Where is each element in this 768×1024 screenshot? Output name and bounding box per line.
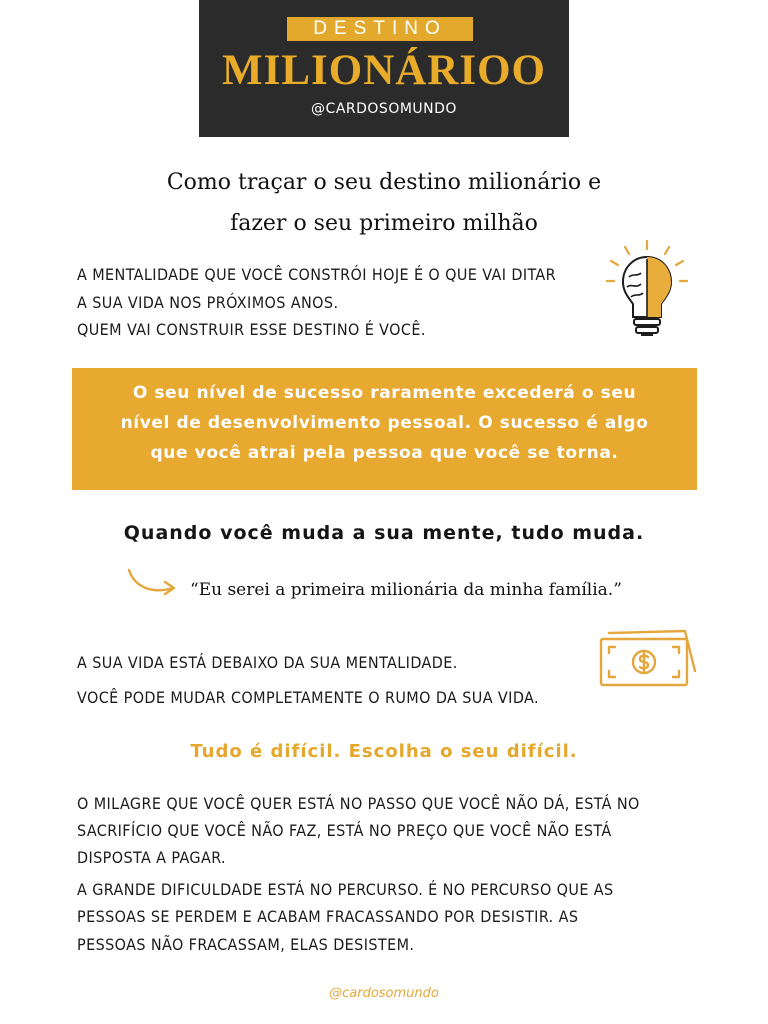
quote-text: “Eu serei a primeira milionária da minha família.” (190, 580, 622, 600)
header-top-label: DESTINO (287, 17, 473, 41)
closing-p1-line-2: SACRIFÍCIO QUE VOCÊ NÃO FAZ, ESTÁ NO PREÇO QUE VOCÊ NÃO ESTÁ (77, 821, 612, 840)
closing-p2-line-2: PESSOAS SE PERDEM E ACABAM FRACASSANDO POR DESISTIR. AS (77, 907, 579, 926)
header-banner (199, 0, 569, 137)
page-title-line-2: fazer o seu primeiro milhão (230, 211, 538, 236)
mindset-line-1: A SUA VIDA ESTÁ DEBAIXO DA SUA MENTALIDADE. (77, 653, 458, 672)
lightbulb-brain-icon (603, 237, 691, 345)
closing-p2-line-3: PESSOAS NÃO FRACASSAM, ELAS DESISTEM. (77, 935, 415, 954)
highlight-line-3: que você atrai pela pessoa que você se torna. (150, 443, 619, 463)
header-brand: MILIONÁRIOO (222, 47, 546, 94)
arrow-icon (125, 566, 181, 604)
intro-line-3: QUEM VAI CONSTRUIR ESSE DESTINO É VOCÊ. (77, 320, 426, 339)
highlight-line-1: O seu nível de sucesso raramente excederá o seu (132, 383, 637, 403)
money-bill-icon (597, 629, 699, 695)
closing-p1-line-3: DISPOSTA A PAGAR. (77, 848, 227, 867)
intro-line-2: A SUA VIDA NOS PRÓXIMOS ANOS. (77, 293, 339, 312)
highlight-box (72, 368, 697, 490)
highlight-line-2: nível de desenvolvimento pessoal. O sucesso é algo (120, 413, 649, 433)
closing-p2-line-1: A GRANDE DIFICULDADE ESTÁ NO PERCURSO. É NO PERCURSO QUE AS (77, 880, 614, 899)
headline-mind-change: Quando você muda a sua mente, tudo muda. (123, 522, 645, 544)
intro-line-1: A MENTALIDADE QUE VOCÊ CONSTRÓI HOJE É O QUE VAI DITAR (77, 265, 557, 284)
closing-p1-line-1: O MILAGRE QUE VOCÊ QUER ESTÁ NO PASSO QUE VOCÊ NÃO DÁ, ESTÁ NO (77, 794, 640, 813)
page-title-line-1: Como traçar o seu destino milionário e (166, 170, 602, 195)
headline-choose-difficult: Tudo é difícil. Escolha o seu difícil. (190, 741, 578, 762)
header-handle: @CARDOSOMUNDO (311, 101, 457, 117)
footer-handle: @cardosomundo (329, 986, 439, 1001)
mindset-line-2: VOCÊ PODE MUDAR COMPLETAMENTE O RUMO DA SUA VIDA. (77, 688, 539, 707)
